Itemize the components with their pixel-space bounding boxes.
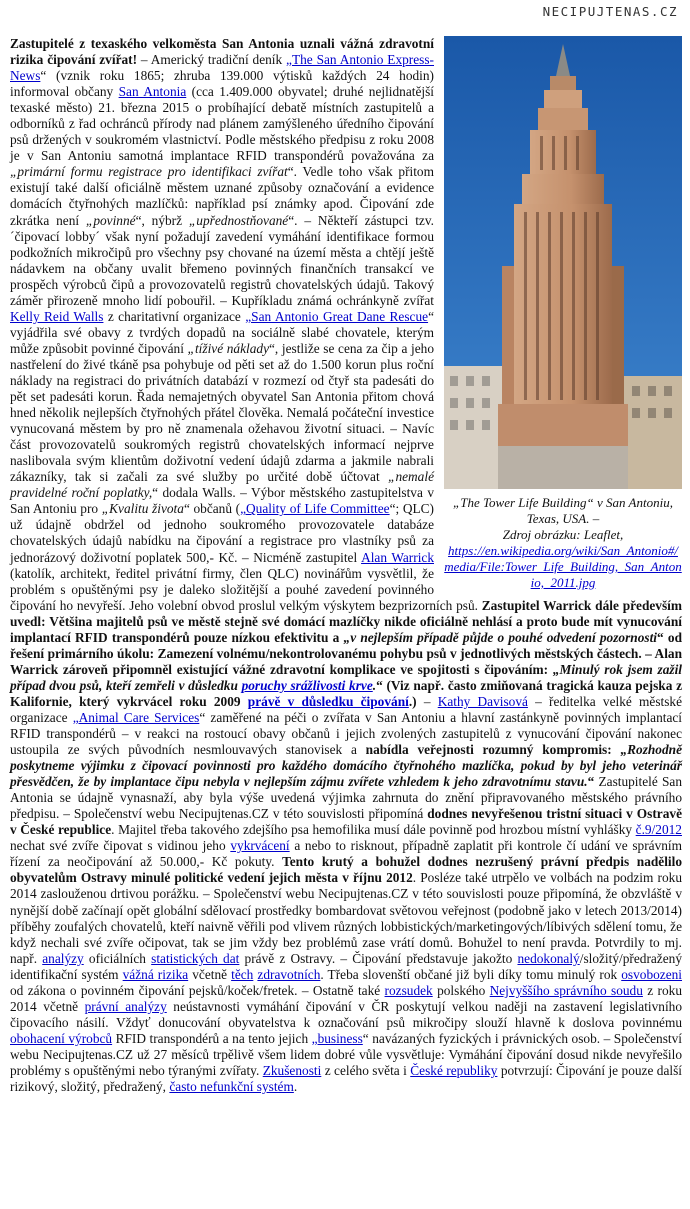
quote-kvalitu: „Kvalitu života bbox=[101, 501, 184, 517]
text: . Majitel třeba takového zdejšího psa hemofilika musí dále povinně pod hrozbou místní vyhlášky bbox=[111, 822, 636, 838]
caption-url-link[interactable]: https://en.wikipedia.org/wiki/San_Antonio#/media/File:Tower_Life_Building,_San_Antonio,_2011.jpg bbox=[444, 543, 682, 590]
text: – bbox=[416, 693, 438, 709]
quote-nemale: „nemalé pravidelné roční poplatky, bbox=[10, 469, 434, 501]
article-figure bbox=[444, 36, 682, 591]
bold-text: “ bbox=[587, 774, 595, 790]
text: “. – Někteří zástupci tzv. ´čipovací lobby´ však nyní požadují zavedení vymáhání identifikace formou podkožních mikročipů pro všechny psy chované na území města a chtějí ještě nádavkem na občany uvalit břemeno povinných finančních transakcí ve prospěch výrobců čipů a provozovatelů registrů chovatelských údajů. Takový záměr přirozeně mnoho lidí pobouřil. – Kupříkladu známá ochránkyně zvířat bbox=[10, 212, 434, 308]
text: (cca 1.409.000 obyvatel; druhé nejlidnatější texaské město) 21. března 2015 o probíhající debatě místních zastupitelů a odborníků z řad ochránců přírody nad plánem zamýšleného úředního čipování psů držených v soukromém vlastnictví. Podle městského předpisu z roku 2008 je v San Antoniu samotná implantace RFID transpondérů považována za bbox=[10, 84, 434, 164]
text: . Třeba slovenští občané již byli díky tomu minulý rok bbox=[320, 966, 622, 982]
text: od zákona o povinném čipování pejsků/koček/fretek. – Ostatně také bbox=[10, 982, 385, 998]
link-nedokonaly[interactable]: nedokonalý bbox=[517, 950, 580, 966]
text: z charitativní organizace bbox=[103, 308, 246, 324]
text: (katolík, architekt, ředitel privátní firmy, člen QLC) novinářům vysvětlil, že problém s opuštěnými psy je daleko složitější a pouhé zavedení povinného čipování ho nevyřeší. Jeho volební obvod proslul velkým výskytem bezprizorních psů. bbox=[10, 565, 482, 613]
text: “ (vznik roku 1865; zhruba 139.000 výtisků každých 24 hodin) informoval občany bbox=[10, 68, 434, 100]
bold-text: Tento krutý a bohužel dodnes nezrušený právní předpis nadělilo obyvatelům Ostravy minulé politické vedení jejich města v říjnu 2012 bbox=[10, 854, 682, 886]
link-statisticka-data[interactable]: statistických dat bbox=[151, 950, 240, 966]
link-kathy-davisova[interactable]: Kathy Davisová bbox=[437, 693, 528, 709]
link-express-news[interactable]: „The San Antonio Express-News bbox=[10, 52, 434, 84]
link-kelly-reid-walls[interactable]: Kelly Reid Walls bbox=[10, 308, 104, 324]
text: . Posléze také utrpělo ve volbách na podzim roku 2014 zaslouženou drtivou porážku. – Společenství webu Necipujtenas.CZ v této souvislosti pouze připomíná, že obzvláště v nynější době začínají opět globální sdělovací prostředky bombardovat světovou veřejnost (podobně jako v letech 2013/2014) příběhy zoufalých chovatelů, kteří naivně věřili pod vlivem různých lobbistických/marketingových/líbivých sdělení tomu, že když nechali své zvíře očipovat, tak se jim vždy bez problémů zase vrátí domů. Bohužel to není pravda. Potvrdily to mj. např. bbox=[10, 870, 682, 966]
bold-quote: . bbox=[372, 677, 377, 693]
link-great-dane-rescue[interactable]: „San Antonio Great Dane Rescue bbox=[245, 308, 429, 324]
link-qlc[interactable]: „Quality of Life Committee bbox=[240, 501, 390, 517]
bold-text: .) bbox=[408, 693, 417, 709]
text: potvrzují: Čipování je pouze další rizikový, složitý, předražený, bbox=[10, 1063, 683, 1095]
link-vazna-rizika[interactable]: vážná rizika bbox=[122, 966, 189, 982]
bold-quote: „Rozhodně poskytneme výjimku z čipovací povinnosti pro každého domácího čtyřnohého mazlíčka, pokud by byl jeho veterinář přesvědčen, že by implantace čipu nebyla v nejlepším zájmu zvířete vzhledem k jeho zdravotnímu stavu. bbox=[10, 742, 682, 790]
quote-tizive: „tíživé náklady bbox=[187, 340, 269, 356]
link-tech[interactable]: těch bbox=[231, 966, 254, 982]
text: “. Vedle toho však přitom existují také další oficiálně městem uznané způsoby označování a evidence domácích čtyřnohých mazlíčků: například psí známky apod. Čipování zde zkrátka není bbox=[10, 164, 434, 228]
text: “, jestliže se cena za čip a jeho nastřelení do živé tkáně psa pohybuje od pěti set až do 1.500 korun plus roční náklady na registraci do privátních databází v rozmezí od čtyř sta padesáti do pět set padesáti korun. Řada nemajetných obyvatel San Antonia přitom chová hned několik nejlepších čtyřnohých přátel člověka. Nemalá počáteční investice vynucovaná městem by pro ně znamenala ožehavou životní situaci. – Navíc část provozovatelů soukromých registrů chovatelských informací nejprve naslibovala svým klientům doživotní vedení údajů zdarma a jakmile nabrali zákazníky, tak si začali za své služby po určité době účtovat bbox=[10, 340, 434, 485]
site-name[interactable]: NECIPUJTENAS.CZ bbox=[542, 4, 678, 19]
link-prave-v-dusledku[interactable]: právě v důsledku čipování bbox=[247, 693, 409, 709]
text: “ navázaných fyzických i právnických osob. – Společenství webu Necipujtenas.CZ už 27 měsíců trpělivě všem lidem dobré vůle vysvětluje: Vymáhání čipování dosud nikde nevyřešilo problémy s opuštěnými nebo týranými zvířaty. bbox=[10, 1030, 682, 1078]
quote-primary-form: „primární formu registrace pro identifikaci zvířat bbox=[10, 164, 288, 180]
text: “ zaměřené na péči o zvířata v San Antoniu a hlavní zastánkyně povinných implantací RFID transpondérů – v reakci na rostoucí obavy občanů i jejich zvolených zastupitelů z vynucování čipování nakonec ustoupila ze svých původních nesmlouvavých stanovisek a bbox=[10, 709, 683, 758]
link-nss[interactable]: Nejvyššího správního soudu bbox=[489, 982, 643, 998]
text: – Americký tradiční deník bbox=[137, 52, 287, 68]
text: /složitý/předražený identifikační systém bbox=[10, 950, 682, 982]
text: – ředitelka velké městské organizace bbox=[10, 693, 683, 725]
bold-text: “ od řešení primárního úkolu: Zamezení volnému/nekontrolovanému pohybu psů v jednotlivých městských částech. – Alan Warrick zároveň připomněl existující vážné zdravotní komplikace ve spojitosti s čipováním: bbox=[10, 629, 682, 677]
tower-life-building-photo bbox=[444, 36, 682, 489]
bold-quote: „Minulý rok jsem zažil případ dvou psů, kteří zemřeli v důsledku bbox=[10, 661, 683, 693]
caption-source: Zdroj obrázku: Leaflet, bbox=[502, 527, 624, 542]
link-nefunkcni-system[interactable]: často nefunkční systém bbox=[169, 1079, 294, 1095]
text: a nebo to risknout, případně zaplatit při kontrole čí udání ve správním řízení za neočipování až 50.000,- Kč pokuty. bbox=[10, 838, 683, 870]
link-ceske-republiky[interactable]: České republiky bbox=[410, 1063, 498, 1078]
caption-title: „The Tower Life Building“ v San Antoniu, Texas, USA. – bbox=[453, 495, 673, 526]
link-vykrvaceni[interactable]: vykrvácení bbox=[230, 838, 290, 854]
figure-caption bbox=[444, 495, 682, 591]
text: neústavnosti vymáhání čipování v ČR poskytují velkou naději na zastavení legislativního čipovacího násilí. Vždyť donucování obyvatelstva k označování psů mikročipy slouží hlavně k doslova povinnému bbox=[10, 998, 683, 1030]
bold-text: dodnes nevyřešenou tristní situaci v Ostravě v České republice bbox=[10, 806, 682, 838]
link-business[interactable]: „business bbox=[311, 1030, 363, 1046]
text: “ vyjádřila své obavy z tvrdých dopadů na sociálně slabé chovatele, kterým může způsobit povinné čipování bbox=[10, 308, 434, 356]
lead-headline: Zastupitelé z texaského velkoměsta San Antonia uznali vážná zdravotní rizika čipování zvířat! bbox=[10, 36, 434, 68]
text: oficiálních bbox=[83, 950, 152, 966]
link-osvobozeni[interactable]: osvobozeni bbox=[621, 966, 683, 982]
text: právě z Ostravy. – Čipování představuje jakožto bbox=[239, 950, 518, 966]
link-san-antonio[interactable]: San Antonia bbox=[118, 84, 187, 100]
text: “ dodala Walls. – Výbor městského zastupitelstva v San Antoniu pro bbox=[10, 485, 435, 517]
link-poruchy-srazlivosti[interactable]: poruchy srážlivosti krve bbox=[241, 677, 373, 693]
text: “; QLC) už údajně obdržel od jednoho soukromého provozovatele databáze chovatelských údajů nabídku na čipování a registrace pro vlastníky psů za jednorázový doživotní poplatek 500,- Kč. – Nicméně zastupitel bbox=[10, 501, 434, 565]
link-obohaceni-vyrobcu[interactable]: obohacení výrobců bbox=[10, 1030, 113, 1046]
link-alan-warrick[interactable]: Alan Warrick bbox=[361, 549, 434, 565]
text: RFID transpondérů a na tento jejich bbox=[112, 1030, 312, 1046]
link-rozsudek[interactable]: rozsudek bbox=[384, 982, 433, 998]
text: “ občanů ( bbox=[183, 501, 241, 517]
link-zkusenosti[interactable]: Zkušenosti bbox=[262, 1063, 322, 1078]
article-body bbox=[10, 36, 682, 1095]
bold-text: nabídla veřejnosti rozumný kompromis: bbox=[365, 742, 621, 758]
bold-text: “ (Viz např. často zmiňovaná tragická kauza pejska z Kalifornie, který vykrvácel roku 2009 bbox=[10, 677, 682, 709]
text: včetně bbox=[188, 966, 232, 982]
text: z celého světa i bbox=[321, 1063, 411, 1078]
bold-text: Zastupitel Warrick dále především uvedl: Většina majitelů psů ve městě stejně své domácí mazlíčky nikde oficiálně nehlásí a proto bude mít vynucování implantací RFID transpondérů pouze nízkou efektivitu a bbox=[10, 597, 682, 645]
text: z roku 2014 včetně bbox=[10, 982, 683, 1014]
link-pravni-analyzy[interactable]: právní analýzy bbox=[84, 998, 167, 1014]
link-vyhlaska-9-2012[interactable]: č.9/2012 bbox=[635, 822, 682, 838]
text: polského bbox=[432, 982, 490, 998]
quote-povinne: „povinné bbox=[85, 212, 136, 228]
link-animal-care-services[interactable]: „Animal Care Services bbox=[72, 709, 200, 725]
bold-quote: „v nejlepším případě půjde o pouhé odvedení pozornosti bbox=[343, 629, 657, 645]
quote-upred: „upřednostňované bbox=[188, 212, 289, 228]
link-analyzy[interactable]: analýzy bbox=[42, 950, 84, 966]
text: . bbox=[293, 1079, 298, 1095]
text: “, nýbrž bbox=[135, 212, 189, 228]
link-zdravotnich[interactable]: zdravotních bbox=[257, 966, 321, 982]
text: Zastupitelé San Antonia se údajně vynasnaží, aby byla výše uvedená výjimka zahrnuta do znění připravovaného městského právního předpisu. – Společenství webu Necipujtenas.CZ v této souvislosti připomíná bbox=[10, 774, 682, 822]
text: nechat své zvíře čipovat s vidinou jeho bbox=[10, 838, 231, 854]
